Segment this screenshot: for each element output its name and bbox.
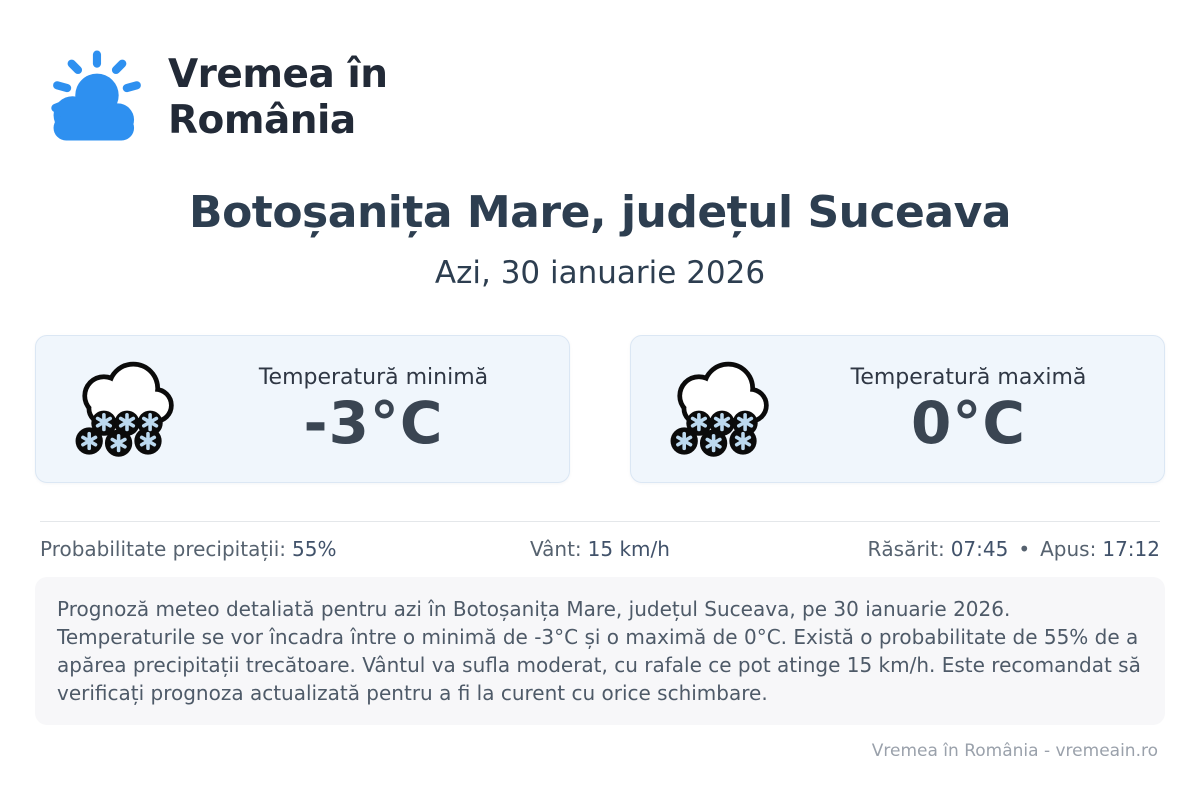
min-temperature-label: Temperatură minimă — [258, 364, 489, 390]
logo-text-line2: România — [168, 98, 356, 143]
precipitation-value: 55% — [292, 537, 337, 562]
sunset-label: Apus: — [1040, 537, 1097, 562]
min-temperature-text — [190, 364, 557, 457]
max-temperature-label: Temperatură maximă — [850, 364, 1087, 390]
sunrise-value: 07:45 — [950, 537, 1009, 562]
snow-cloud-icon — [64, 353, 190, 465]
sunset-value: 17:12 — [1102, 537, 1160, 562]
min-temperature-value: -3°C — [303, 388, 444, 457]
sun-times-stat — [787, 537, 1160, 561]
stats-row — [40, 521, 1160, 561]
sunrise-label: Răsărit: — [867, 537, 945, 562]
max-temperature-text — [785, 364, 1152, 457]
logo-text — [168, 52, 387, 143]
sun-cloud-logo-icon — [40, 46, 144, 150]
footer-credit: Vremea în România - vremeain.ro — [871, 741, 1158, 762]
wind-stat — [413, 537, 786, 561]
logo-text-line1: Vremea în — [168, 52, 388, 98]
bullet-separator: • — [1018, 537, 1031, 562]
wind-label: Vânt: — [530, 537, 582, 562]
forecast-description: Prognoză meteo detaliată pentru azi în Botoșanița Mare, județul Suceava, pe 30 ianuarie 2026. Temperaturile se vor încadra între o minimă de -3°C și o maximă de 0°C. Există o probabilitate de 55% de a apărea precipitații trecătoare. Vântul va sufla moderat, cu rafale ce pot atinge 15 km/h. Este recomandat să verificați prognoza actualizată pentru a fi la curent cu orice schimbare. — [35, 577, 1165, 725]
temperature-cards — [35, 335, 1165, 483]
max-temperature-value: 0°C — [911, 388, 1026, 457]
snow-cloud-icon — [659, 353, 785, 465]
precipitation-stat — [40, 537, 413, 561]
min-temperature-card — [35, 335, 570, 483]
logo — [0, 0, 1200, 150]
wind-value: 15 km/h — [587, 537, 670, 562]
precipitation-label: Probabilitate precipitații: — [40, 537, 287, 562]
max-temperature-card — [630, 335, 1165, 483]
page-title: Botoșanița Mare, județul Suceava — [189, 187, 1011, 238]
page-subtitle: Azi, 30 ianuarie 2026 — [434, 254, 766, 291]
